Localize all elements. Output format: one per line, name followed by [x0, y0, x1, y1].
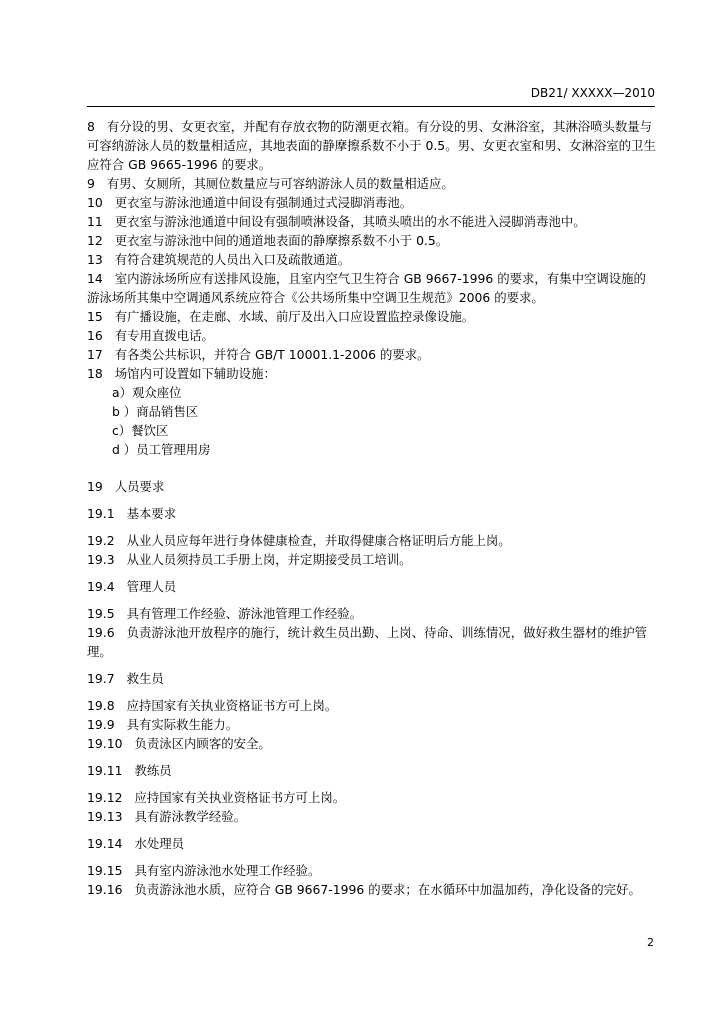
list-item [87, 117, 657, 174]
list-item [87, 250, 657, 269]
item-text: 更衣室与游泳池中间的通道地表面的静摩擦系数不小于 0.5。 [114, 233, 449, 248]
clause-number: 19.1 [87, 506, 115, 521]
clause-text: 水处理员 [134, 836, 185, 851]
list-item [87, 307, 657, 326]
clause-text: 具有管理工作经验、游泳池管理工作经验。 [126, 606, 363, 621]
clause-text: 负责泳区内顾客的安全。 [134, 736, 271, 751]
item-number: 15 [87, 309, 103, 324]
clause-item [87, 623, 657, 661]
clause-text: 从业人员须持员工手册上岗，并定期接受员工培训。 [126, 552, 412, 567]
clause-item [87, 715, 657, 734]
item-text: 有男、女厕所，其厕位数量应与可容纳游泳人员的数量相适应。 [106, 176, 454, 191]
clause-item [87, 880, 657, 899]
clause-number: 19.10 [87, 736, 123, 751]
item-text: 室内游泳场所应有送排风设施，且室内空气卫生符合 GB 9667-1996 的要求，有集中空调设施的游泳场所其集中空调通风系统应符合《公共场所集中空调卫生规范》2006 的要求。 [87, 271, 646, 305]
clause-number: 19.16 [87, 882, 123, 897]
sub-item: d ）员工管理用房 [112, 442, 211, 457]
clause-number: 19.14 [87, 836, 123, 851]
clause-number: 19.8 [87, 698, 115, 713]
page-number: 2 [647, 936, 654, 949]
clause-number: 19.15 [87, 863, 123, 878]
section-number: 19 [87, 479, 103, 494]
clause-item [87, 550, 657, 569]
sub-item: c）餐饮区 [112, 423, 169, 438]
item-number: 14 [87, 271, 103, 286]
list-item [87, 174, 657, 193]
clause-heading [87, 577, 657, 596]
item-number: 8 [87, 119, 95, 134]
clause-number: 19.5 [87, 606, 115, 621]
clause-number: 19.6 [87, 625, 115, 640]
list-item [87, 193, 657, 212]
item-text: 更衣室与游泳池通道中间设有强制通过式浸脚消毒池。 [114, 195, 413, 210]
item-number: 16 [87, 328, 103, 343]
clause-text: 应持国家有关执业资格证书方可上岗。 [126, 698, 338, 713]
clause-text: 管理人员 [126, 579, 177, 594]
list-item [87, 231, 657, 250]
clause-text: 基本要求 [126, 506, 177, 521]
clause-heading [87, 834, 657, 853]
list-item [87, 364, 657, 383]
requirement-list [87, 117, 657, 383]
item-text: 更衣室与游泳池通道中间设有强制喷淋设备，其喷头喷出的水不能进入浸脚消毒池中。 [114, 214, 586, 229]
item-number: 17 [87, 347, 103, 362]
clause-item [87, 696, 657, 715]
clause-item [87, 861, 657, 880]
facility-sublist [87, 383, 657, 459]
item-number: 9 [87, 176, 95, 191]
list-item [87, 269, 657, 307]
clause-number: 19.3 [87, 552, 115, 567]
section-title: 人员要求 [114, 479, 165, 494]
item-text: 有符合建筑规范的人员出入口及疏散通道。 [114, 252, 351, 267]
clause-number: 19.7 [87, 671, 115, 686]
item-number: 11 [87, 214, 103, 229]
item-number: 12 [87, 233, 103, 248]
item-text: 场馆内可设置如下辅助设施： [114, 366, 276, 381]
clause-heading [87, 504, 657, 523]
sub-item: b ）商品销售区 [112, 404, 199, 419]
clause-item [87, 734, 657, 753]
clause-heading [87, 761, 657, 780]
clause-number: 19.4 [87, 579, 115, 594]
item-number: 13 [87, 252, 103, 267]
clause-text: 救生员 [126, 671, 164, 686]
clause-heading [87, 669, 657, 688]
clause-text: 负责游泳池开放程序的施行，统计救生员出勤、上岗、待命、训练情况，做好救生器材的维护管理。 [87, 625, 647, 659]
list-item [87, 345, 657, 364]
item-number: 18 [87, 366, 103, 381]
clause-text: 从业人员应每年进行身体健康检查，并取得健康合格证明后方能上岗。 [126, 533, 511, 548]
clause-text: 具有室内游泳池水处理工作经验。 [134, 863, 321, 878]
document-body [87, 117, 657, 899]
item-text: 有专用直拨电话。 [114, 328, 214, 343]
item-text: 有各类公共标识，并符合 GB/T 10001.1-2006 的要求。 [114, 347, 430, 362]
clause-item [87, 604, 657, 623]
clause-item [87, 531, 657, 550]
clause-text: 具有游泳教学经验。 [134, 809, 246, 824]
clause-item [87, 807, 657, 826]
section-heading [87, 477, 657, 496]
clause-number: 19.2 [87, 533, 115, 548]
clause-number: 19.11 [87, 763, 123, 778]
header-rule [87, 106, 655, 107]
document-code: DB21/ XXXXX—2010 [530, 86, 655, 100]
clause-text: 负责游泳池水质，应符合 GB 9667-1996 的要求；在水循环中加温加药，净化设备的完好。 [134, 882, 641, 897]
list-item [87, 326, 657, 345]
clause-number: 19.13 [87, 809, 123, 824]
clause-text: 应持国家有关执业资格证书方可上岗。 [134, 790, 346, 805]
item-text: 有广播设施，在走廊、水域、前厅及出入口应设置监控录像设施。 [114, 309, 475, 324]
list-item [87, 212, 657, 231]
item-number: 10 [87, 195, 103, 210]
clause-number: 19.9 [87, 717, 115, 732]
sub-item: a）观众座位 [112, 385, 182, 400]
clause-text: 教练员 [134, 763, 172, 778]
clause-list [87, 504, 657, 899]
clause-text: 具有实际救生能力。 [126, 717, 239, 732]
item-text: 有分设的男、女更衣室，并配有存放衣物的防潮更衣箱。有分设的男、女淋浴室，其淋浴喷头数量与可容纳游泳人员的数量相适应，其地表面的静摩擦系数不小于 0.5。男、女更衣室和男、女淋浴室的卫生应符合 GB 9665-1996 的要求。 [87, 119, 656, 172]
clause-item [87, 788, 657, 807]
clause-number: 19.12 [87, 790, 123, 805]
